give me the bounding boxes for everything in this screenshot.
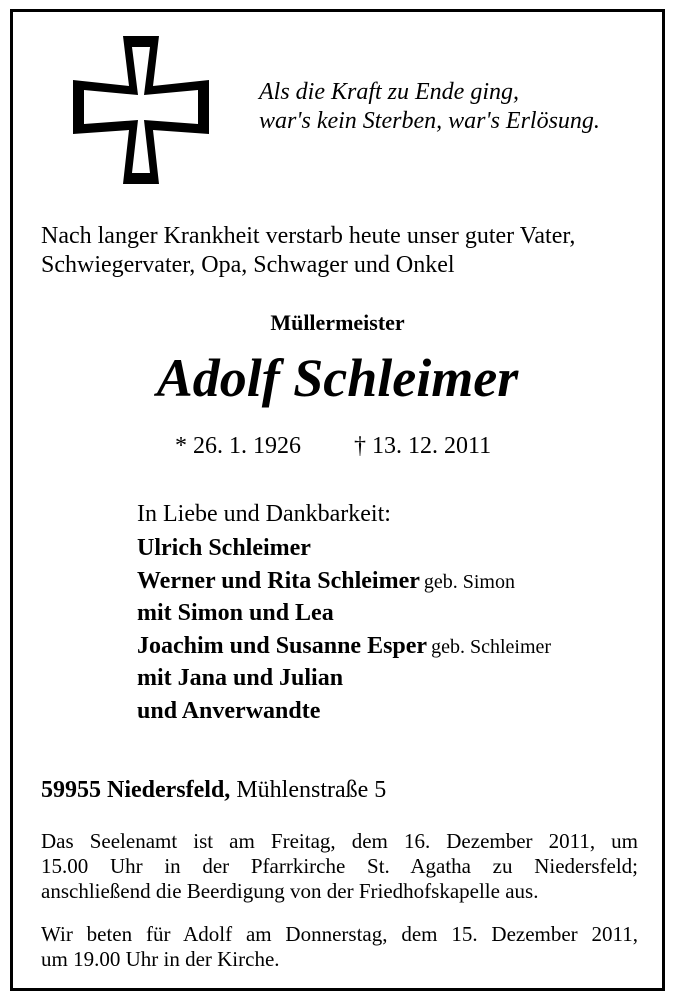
family-address (41, 776, 386, 805)
intro-line-2: Schwiegervater, Opa, Schwager und Onkel (41, 252, 455, 278)
obituary-notice (10, 9, 665, 991)
prayer-line-2: um 19.00 Uhr in der Kirche. (41, 947, 280, 971)
cross-icon (71, 34, 211, 186)
list-item (137, 662, 551, 695)
motto-line-2: war's kein Sterben, war's Erlösung. (259, 108, 600, 134)
mourner-list (137, 532, 551, 727)
service-line-1: Das Seelenamt ist am Freitag, dem 16. Dezember 2011, um (41, 829, 638, 853)
mourner-name: und Anverwandte (137, 697, 321, 724)
birth-date: * 26. 1. 1926 (175, 433, 301, 459)
mourner-name: mit Simon und Lea (137, 600, 334, 626)
service-line-3: anschließend die Beerdigung von der Friedhofskapelle aus. (41, 879, 539, 903)
service-announcement (41, 829, 638, 904)
mourner-name: Ulrich Schleimer (137, 535, 311, 561)
list-item (137, 597, 551, 630)
address-street: Mühlenstraße 5 (236, 777, 387, 803)
motto-line-1: Als die Kraft zu Ende ging, (259, 79, 519, 105)
intro-line-1: Nach langer Krankheit verstarb heute unser guter Vater, (41, 223, 576, 249)
service-line-2: 15.00 Uhr in der Pfarrkirche St. Agatha zu Niedersfeld; (41, 854, 638, 878)
occupation-title: Müllermeister (270, 310, 405, 335)
prayer-line-1: Wir beten für Adolf am Donnerstag, dem 15. Dezember 2011, (41, 922, 638, 946)
death-date: † 13. 12. 2011 (354, 433, 492, 459)
address-place: 59955 Niedersfeld, (41, 777, 231, 803)
maiden-name: geb. Schleimer (431, 635, 552, 658)
maiden-name: geb. Simon (423, 570, 515, 593)
deceased-name: Adolf Schleimer (156, 348, 519, 408)
list-item (137, 532, 551, 565)
motto-verse (259, 78, 600, 136)
list-item (137, 695, 551, 728)
intro-text (41, 222, 575, 280)
mourner-name: mit Jana und Julian (137, 665, 344, 691)
prayer-announcement (41, 922, 638, 972)
list-item (137, 630, 551, 663)
list-item (137, 565, 551, 598)
thanks-heading: In Liebe und Dankbarkeit: (137, 501, 391, 527)
mourner-name: Werner und Rita Schleimer (137, 567, 420, 594)
mourner-name: Joachim und Susanne Esper (137, 632, 428, 659)
